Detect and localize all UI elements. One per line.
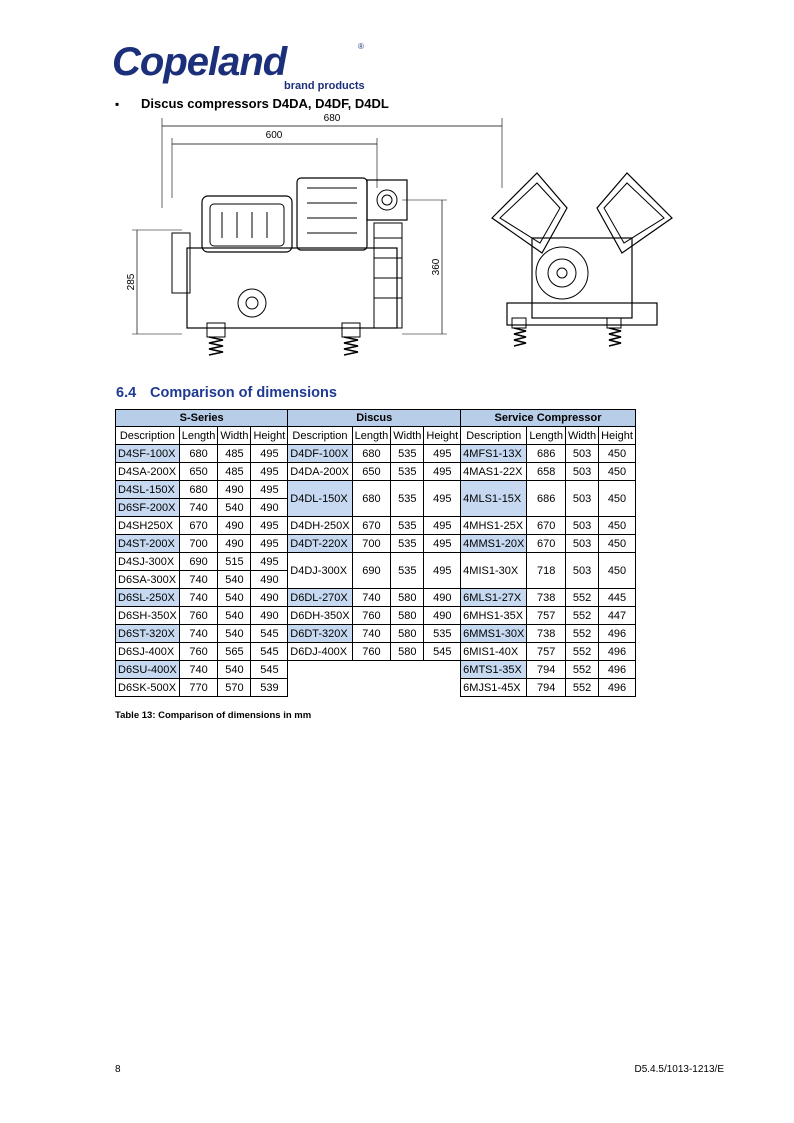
dimensions-table: [115, 409, 636, 697]
col-width: Width: [391, 427, 424, 445]
table-cell: 6MHS1-35X: [461, 607, 527, 625]
table-cell: 4MIS1-30X: [461, 553, 527, 589]
section-heading: [116, 385, 337, 401]
col-length: Length: [352, 427, 391, 445]
table-cell: 450: [599, 481, 636, 517]
table-cell: 495: [251, 553, 288, 571]
table-cell: D4SA-200X: [116, 463, 180, 481]
table-cell: 770: [179, 679, 218, 697]
table-cell: 503: [565, 463, 598, 481]
col-height: Height: [424, 427, 461, 445]
table-cell: 450: [599, 463, 636, 481]
table-cell: 495: [251, 517, 288, 535]
bullet-heading: Discus compressors D4DA, D4DF, D4DL: [141, 96, 389, 111]
table-cell: 6MJS1-45X: [461, 679, 527, 697]
table-cell: 495: [424, 553, 461, 589]
table-cell: 540: [218, 625, 251, 643]
table-cell: 450: [599, 553, 636, 589]
table-cell: 540: [218, 589, 251, 607]
table-cell: 552: [565, 661, 598, 679]
table-cell: 4MLS1-15X: [461, 481, 527, 517]
compressor-drawing: [112, 108, 712, 358]
table-cell: 670: [179, 517, 218, 535]
table-cell: D6SL-250X: [116, 589, 180, 607]
table-row: [116, 517, 636, 535]
table-cell: 690: [352, 553, 391, 589]
col-description: Description: [461, 427, 527, 445]
table-cell: 658: [527, 463, 566, 481]
bullet-icon: ▪: [115, 97, 120, 111]
table-cell: 552: [565, 679, 598, 697]
table-cell: 570: [218, 679, 251, 697]
table-cell: 580: [391, 607, 424, 625]
table-cell: D4SF-100X: [116, 445, 180, 463]
table-cell: 540: [218, 571, 251, 589]
table-cell: 490: [424, 607, 461, 625]
table-cell: D4DH-250X: [288, 517, 352, 535]
table-cell: 495: [424, 481, 461, 517]
table-cell: 490: [424, 589, 461, 607]
table-cell: 495: [251, 481, 288, 499]
table-cell: D6DL-270X: [288, 589, 352, 607]
table-cell: 545: [251, 643, 288, 661]
table-row: [116, 445, 636, 463]
table-cell: 670: [352, 517, 391, 535]
table-cell: D4DL-150X: [288, 481, 352, 517]
table-cell: 4MHS1-25X: [461, 517, 527, 535]
table-cell: 6MLS1-27X: [461, 589, 527, 607]
table-cell: 503: [565, 445, 598, 463]
table-cell: 535: [391, 481, 424, 517]
table-cell: D6SU-400X: [116, 661, 180, 679]
table-cell: 760: [352, 643, 391, 661]
table-cell: D6SA-300X: [116, 571, 180, 589]
table-cell: 680: [179, 481, 218, 499]
table-cell: 794: [527, 679, 566, 697]
table-cell: D6DT-320X: [288, 625, 352, 643]
table-row: [116, 553, 636, 571]
table-cell: 580: [391, 643, 424, 661]
table-row: [116, 535, 636, 553]
table-cell: 757: [527, 643, 566, 661]
table-cell: 490: [251, 571, 288, 589]
table-row: [116, 481, 636, 499]
table-cell: 760: [352, 607, 391, 625]
table-cell: 680: [352, 445, 391, 463]
section-number: 6.4: [116, 385, 137, 401]
table-cell: D4DA-200X: [288, 463, 352, 481]
group-s-series: S-Series: [116, 410, 288, 427]
table-row: [116, 643, 636, 661]
table-cell: 740: [352, 625, 391, 643]
table-cell: 760: [179, 643, 218, 661]
table-cell: 757: [527, 607, 566, 625]
table-cell: 680: [352, 481, 391, 517]
table-cell: 445: [599, 589, 636, 607]
table-cell: 738: [527, 625, 566, 643]
table-cell: 738: [527, 589, 566, 607]
table-cell: 503: [565, 553, 598, 589]
table-cell: 580: [391, 589, 424, 607]
table-cell: 686: [527, 481, 566, 517]
table-cell: 496: [599, 661, 636, 679]
table-cell: 535: [391, 445, 424, 463]
document-id: D5.4.5/1013-1213/E: [634, 1064, 724, 1075]
table-cell: 450: [599, 517, 636, 535]
table-cell: 485: [218, 463, 251, 481]
group-discus: Discus: [288, 410, 461, 427]
table-caption: Table 13: Comparison of dimensions in mm: [115, 710, 312, 721]
table-cell: 4MAS1-22X: [461, 463, 527, 481]
table-cell: D6SF-200X: [116, 499, 180, 517]
table-cell: 540: [218, 661, 251, 679]
table-cell: D4DT-220X: [288, 535, 352, 553]
table-cell: 4MMS1-20X: [461, 535, 527, 553]
empty-cell: [288, 661, 461, 697]
table-cell: D4DJ-300X: [288, 553, 352, 589]
table-cell: 740: [179, 589, 218, 607]
table-cell: 503: [565, 517, 598, 535]
table-cell: 495: [424, 463, 461, 481]
table-cell: 495: [251, 445, 288, 463]
logo-subtitle: brand products: [284, 80, 365, 92]
table-cell: 760: [179, 607, 218, 625]
table-cell: D4SH250X: [116, 517, 180, 535]
table-cell: 503: [565, 481, 598, 517]
table-cell: 535: [391, 463, 424, 481]
table-cell: D6DJ-400X: [288, 643, 352, 661]
table-cell: 495: [251, 463, 288, 481]
col-width: Width: [218, 427, 251, 445]
table-cell: 552: [565, 607, 598, 625]
table-cell: 545: [251, 625, 288, 643]
table-cell: 552: [565, 589, 598, 607]
table-cell: 794: [527, 661, 566, 679]
table-cell: D6DH-350X: [288, 607, 352, 625]
table-cell: 496: [599, 643, 636, 661]
table-cell: 740: [179, 499, 218, 517]
table-cell: 670: [527, 535, 566, 553]
table-cell: 545: [251, 661, 288, 679]
table-cell: D4ST-200X: [116, 535, 180, 553]
col-height: Height: [599, 427, 636, 445]
table-row: [116, 661, 636, 679]
table-cell: 552: [565, 625, 598, 643]
dim-label-680: 680: [323, 113, 341, 124]
table-cell: 670: [527, 517, 566, 535]
table-cell: 495: [424, 535, 461, 553]
table-cell: 565: [218, 643, 251, 661]
table-cell: 495: [424, 445, 461, 463]
table-cell: D4SJ-300X: [116, 553, 180, 571]
col-length: Length: [527, 427, 566, 445]
table-cell: 450: [599, 535, 636, 553]
table-cell: D4SL-150X: [116, 481, 180, 499]
table-cell: 6MTS1-35X: [461, 661, 527, 679]
table-cell: 690: [179, 553, 218, 571]
table-cell: 650: [179, 463, 218, 481]
table-cell: 535: [424, 625, 461, 643]
table-cell: D6ST-320X: [116, 625, 180, 643]
table-cell: 535: [391, 553, 424, 589]
table-cell: 740: [352, 589, 391, 607]
table-cell: 490: [218, 535, 251, 553]
table-cell: 552: [565, 643, 598, 661]
dim-label-600: 600: [265, 130, 283, 141]
table-cell: 540: [218, 499, 251, 517]
table-cell: 490: [218, 517, 251, 535]
table-cell: D6SJ-400X: [116, 643, 180, 661]
group-header-row: [116, 410, 636, 427]
table-cell: 496: [599, 625, 636, 643]
table-cell: 6MIS1-40X: [461, 643, 527, 661]
table-cell: 740: [179, 571, 218, 589]
table-cell: 450: [599, 445, 636, 463]
table-cell: 535: [391, 535, 424, 553]
column-header-row: [116, 427, 636, 445]
logo-wordmark: Copeland: [112, 40, 287, 84]
table-cell: 680: [179, 445, 218, 463]
table-cell: 539: [251, 679, 288, 697]
table-cell: 495: [251, 535, 288, 553]
table-cell: 503: [565, 535, 598, 553]
table-cell: 495: [424, 517, 461, 535]
table-row: [116, 607, 636, 625]
table-cell: 650: [352, 463, 391, 481]
table-cell: 580: [391, 625, 424, 643]
registered-mark: ®: [358, 42, 364, 51]
table-cell: 447: [599, 607, 636, 625]
copeland-logo: [112, 40, 365, 92]
table-cell: 490: [251, 499, 288, 517]
col-width: Width: [565, 427, 598, 445]
page-number: 8: [115, 1064, 121, 1075]
table-cell: 515: [218, 553, 251, 571]
table-row: [116, 589, 636, 607]
col-description: Description: [116, 427, 180, 445]
table-cell: 718: [527, 553, 566, 589]
table-cell: 4MFS1-13X: [461, 445, 527, 463]
group-service: Service Compressor: [461, 410, 636, 427]
table-cell: 700: [352, 535, 391, 553]
col-length: Length: [179, 427, 218, 445]
col-description: Description: [288, 427, 352, 445]
table-cell: 535: [391, 517, 424, 535]
dim-label-285: 285: [126, 273, 137, 291]
table-cell: D6SH-350X: [116, 607, 180, 625]
table-cell: 540: [218, 607, 251, 625]
table-cell: 6MMS1-30X: [461, 625, 527, 643]
table-cell: 496: [599, 679, 636, 697]
table-cell: 490: [218, 481, 251, 499]
table-cell: 545: [424, 643, 461, 661]
col-height: Height: [251, 427, 288, 445]
table-cell: 686: [527, 445, 566, 463]
table-cell: 490: [251, 589, 288, 607]
table-cell: 700: [179, 535, 218, 553]
table-row: [116, 625, 636, 643]
dim-label-360: 360: [431, 258, 442, 276]
table-cell: 740: [179, 625, 218, 643]
table-cell: D4DF-100X: [288, 445, 352, 463]
table-cell: D6SK-500X: [116, 679, 180, 697]
table-cell: 485: [218, 445, 251, 463]
table-row: [116, 463, 636, 481]
table-cell: 490: [251, 607, 288, 625]
section-title: Comparison of dimensions: [150, 385, 337, 401]
table-cell: 740: [179, 661, 218, 679]
